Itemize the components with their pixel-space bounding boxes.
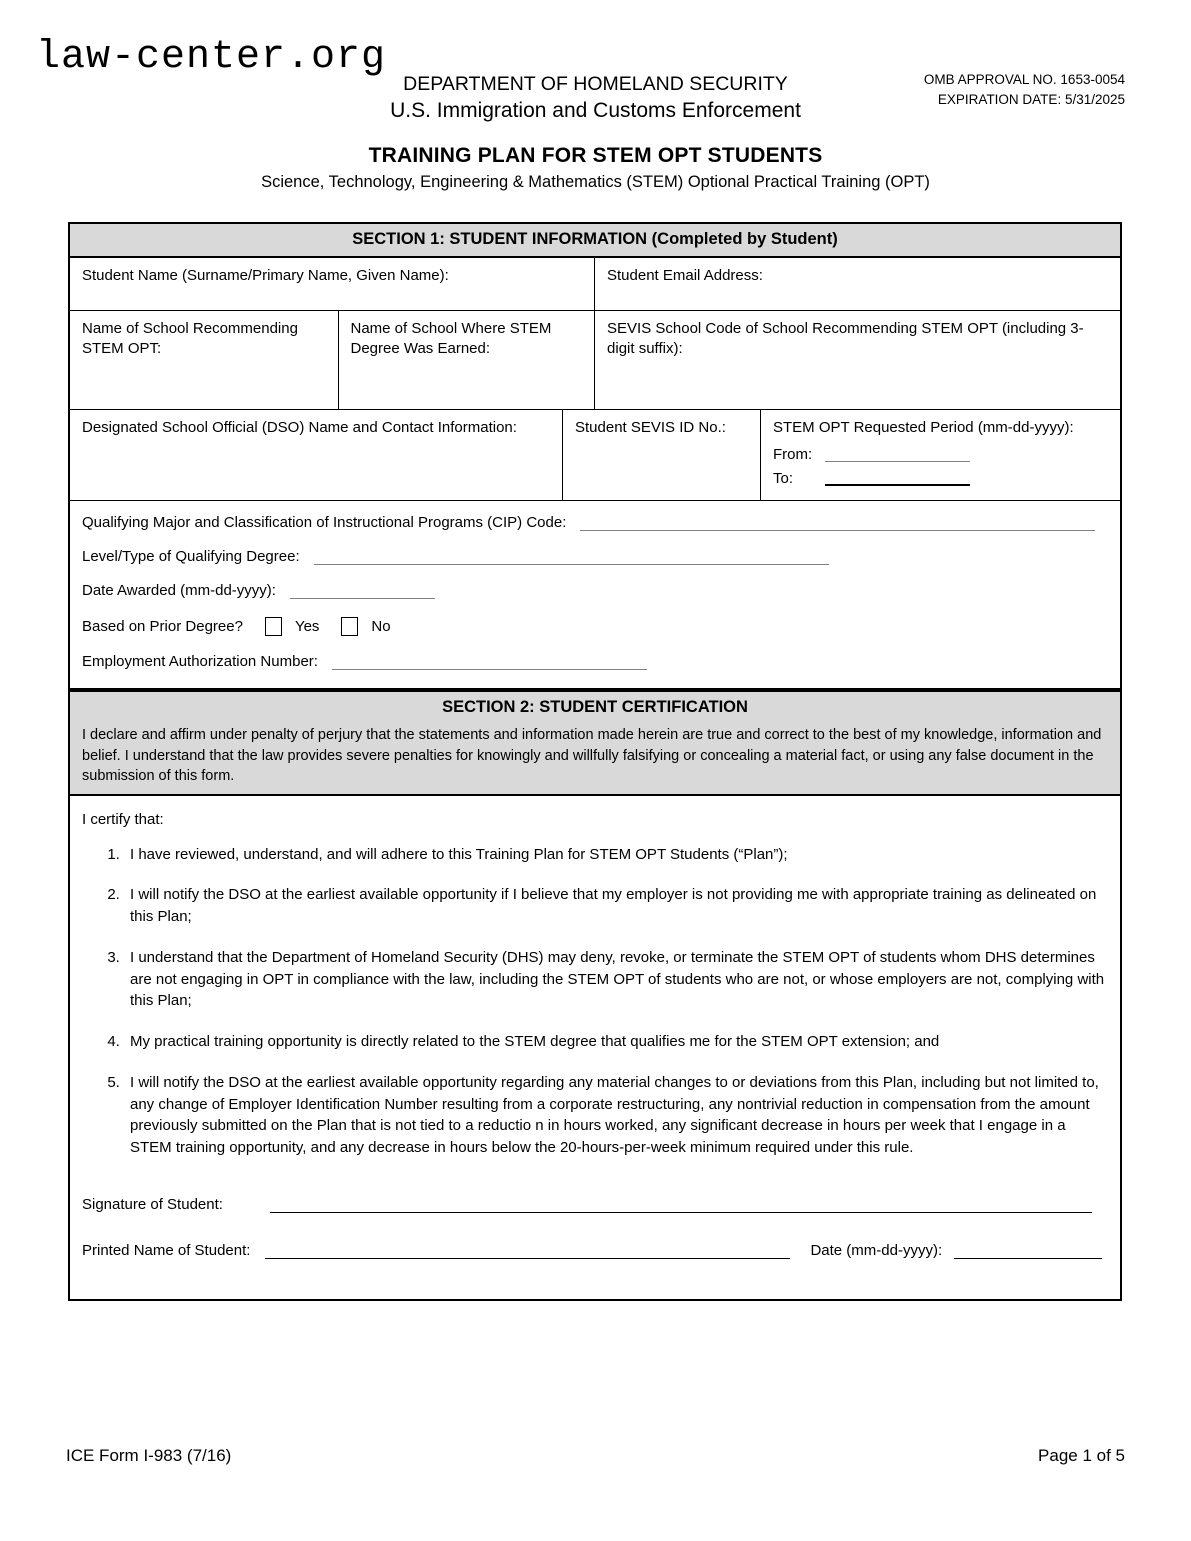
page-number: Page 1 of 5 — [1038, 1446, 1125, 1465]
dso-contact-field[interactable] — [70, 410, 562, 500]
period-from-row — [773, 447, 1110, 462]
employment-auth-label: Employment Authorization Number: — [82, 653, 318, 670]
period-from-input[interactable] — [825, 448, 970, 462]
school-recommending-field[interactable] — [70, 311, 338, 409]
period-from-label: From: — [773, 446, 813, 464]
prior-degree-yes-label: Yes — [294, 618, 320, 635]
signature-block — [70, 1167, 1120, 1299]
list-item: 4. My practical training opportunity is directly related to the STEM degree that qualifies me for the STEM OPT extension; and — [124, 1031, 1108, 1053]
agency-header — [0, 74, 1191, 127]
prior-degree-row — [82, 617, 1108, 636]
student-signature-input[interactable] — [270, 1198, 1092, 1213]
sevis-school-code-field[interactable] — [594, 311, 1120, 409]
page-subtitle: Science, Technology, Engineering & Mathematics (STEM) Optional Practical Training (OPT) — [261, 173, 930, 191]
certifications-block — [70, 796, 1120, 1167]
student-name-field[interactable] — [70, 258, 594, 310]
printed-name-label: Printed Name of Student: — [82, 1241, 251, 1259]
printed-name-input[interactable] — [265, 1244, 790, 1259]
page-title: TRAINING PLAN FOR STEM OPT STUDENTS — [368, 144, 823, 167]
certify-intro: I certify that: — [82, 810, 164, 828]
school-recommending-label: Name of School Recommending STEM OPT: — [82, 320, 298, 358]
school-info-row — [70, 311, 1120, 410]
omb-approval-number: OMB APPROVAL NO. 1653-0054 — [923, 72, 1125, 87]
date-awarded-label: Date Awarded (mm-dd-yyyy): — [82, 582, 276, 599]
section2-declaration: I declare and affirm under penalty of perjury that the statements and information made herein are true and correct to the best of my knowledge, information and belief. I understand that the law provides severe penalties for knowingly and willfully falsifying or concealing a material fact, or using any false document in the submission of this form. — [70, 724, 1120, 796]
prior-degree-label: Based on Prior Degree? — [82, 618, 243, 635]
degree-level-label: Level/Type of Qualifying Degree: — [82, 548, 300, 565]
prior-degree-no-label: No — [371, 618, 391, 635]
cip-code-label: Qualifying Major and Classification of Instructional Programs (CIP) Code: — [82, 514, 567, 531]
degree-level-input[interactable] — [314, 551, 829, 565]
period-to-row — [773, 471, 1110, 486]
requested-period-label: STEM OPT Requested Period (mm-dd-yyyy): — [773, 419, 1074, 436]
section2-header-block — [70, 690, 1120, 796]
student-identity-row — [70, 258, 1120, 311]
qualifying-degree-block — [70, 501, 1120, 690]
period-to-label: To: — [773, 470, 794, 488]
sevis-school-code-label: SEVIS School Code of School Recommending STEM OPT (including 3-digit suffix): — [607, 320, 1084, 358]
agency-name-line2: U.S. Immigration and Customs Enforcement — [390, 99, 801, 123]
prior-degree-no-checkbox[interactable] — [341, 617, 358, 636]
certification-list — [96, 844, 1108, 1159]
student-name-label: Student Name (Surname/Primary Name, Given Name): — [82, 267, 449, 284]
school-degree-label: Name of School Where STEM Degree Was Earned: — [350, 320, 552, 358]
degree-level-row — [82, 549, 1108, 565]
employment-auth-input[interactable] — [332, 656, 647, 670]
student-email-field[interactable] — [594, 258, 1120, 310]
student-sevis-id-label: Student SEVIS ID No.: — [575, 419, 726, 436]
agency-name-line1: DEPARTMENT OF HOMELAND SECURITY — [403, 73, 788, 95]
form-id: ICE Form I-983 (7/16) — [66, 1446, 232, 1465]
period-to-input[interactable] — [825, 471, 970, 486]
list-item: 2. I will notify the DSO at the earliest available opportunity if I believe that my employer is not providing me with appropriate training as delineated on this Plan; — [124, 884, 1108, 928]
signature-date-input[interactable] — [954, 1244, 1102, 1259]
student-signature-row — [82, 1197, 1108, 1213]
site-watermark: law-center.org — [36, 35, 387, 80]
section2-heading: SECTION 2: STUDENT CERTIFICATION — [70, 692, 1120, 724]
list-item: 3. I understand that the Department of Homeland Security (DHS) may deny, revoke, or terminate the STEM OPT of students whom DHS determines are not engaging in OPT in compliance with the law, including the STEM OPT of students who are not, or whose employers are not, complying with this Plan; — [124, 947, 1108, 1012]
form-container — [68, 222, 1122, 1301]
student-sevis-id-field[interactable] — [562, 410, 760, 500]
omb-expiration-date: EXPIRATION DATE: 5/31/2025 — [937, 91, 1125, 107]
signature-date-label: Date (mm-dd-yyyy): — [810, 1241, 943, 1259]
requested-period-field — [760, 410, 1120, 500]
list-item: 5. I will notify the DSO at the earliest available opportunity regarding any material changes to or deviations from this Plan, including but not limited to, any change of Employer Identification Number resulting from a corporate restructuring, any nontrivial reduction in compensation from the amount previously submitted on the Plan that is not tied to a reductio n in hours worked, any significant decrease in hours per week that I engage in a STEM training opportunity, and any decrease in hours below the 20-hours-per-week minimum required under this rule. — [124, 1072, 1108, 1159]
school-degree-field[interactable] — [338, 311, 595, 409]
employment-auth-row — [82, 654, 1108, 670]
prior-degree-yes-checkbox[interactable] — [265, 617, 282, 636]
printed-name-row — [82, 1243, 1108, 1259]
section1-heading: SECTION 1: STUDENT INFORMATION (Completed by Student) — [70, 224, 1120, 258]
date-awarded-input[interactable] — [290, 585, 435, 599]
page-footer — [66, 1446, 1125, 1466]
student-signature-label: Signature of Student: — [82, 1195, 223, 1213]
date-awarded-row — [82, 583, 1108, 599]
student-email-label: Student Email Address: — [607, 267, 763, 284]
cip-code-row — [82, 515, 1108, 531]
list-item: 1. I have reviewed, understand, and will adhere to this Training Plan for STEM OPT Students (“Plan”); — [124, 844, 1108, 866]
cip-code-input[interactable] — [580, 517, 1095, 531]
dso-contact-label: Designated School Official (DSO) Name and Contact Information: — [82, 419, 517, 436]
dso-info-row — [70, 410, 1120, 501]
